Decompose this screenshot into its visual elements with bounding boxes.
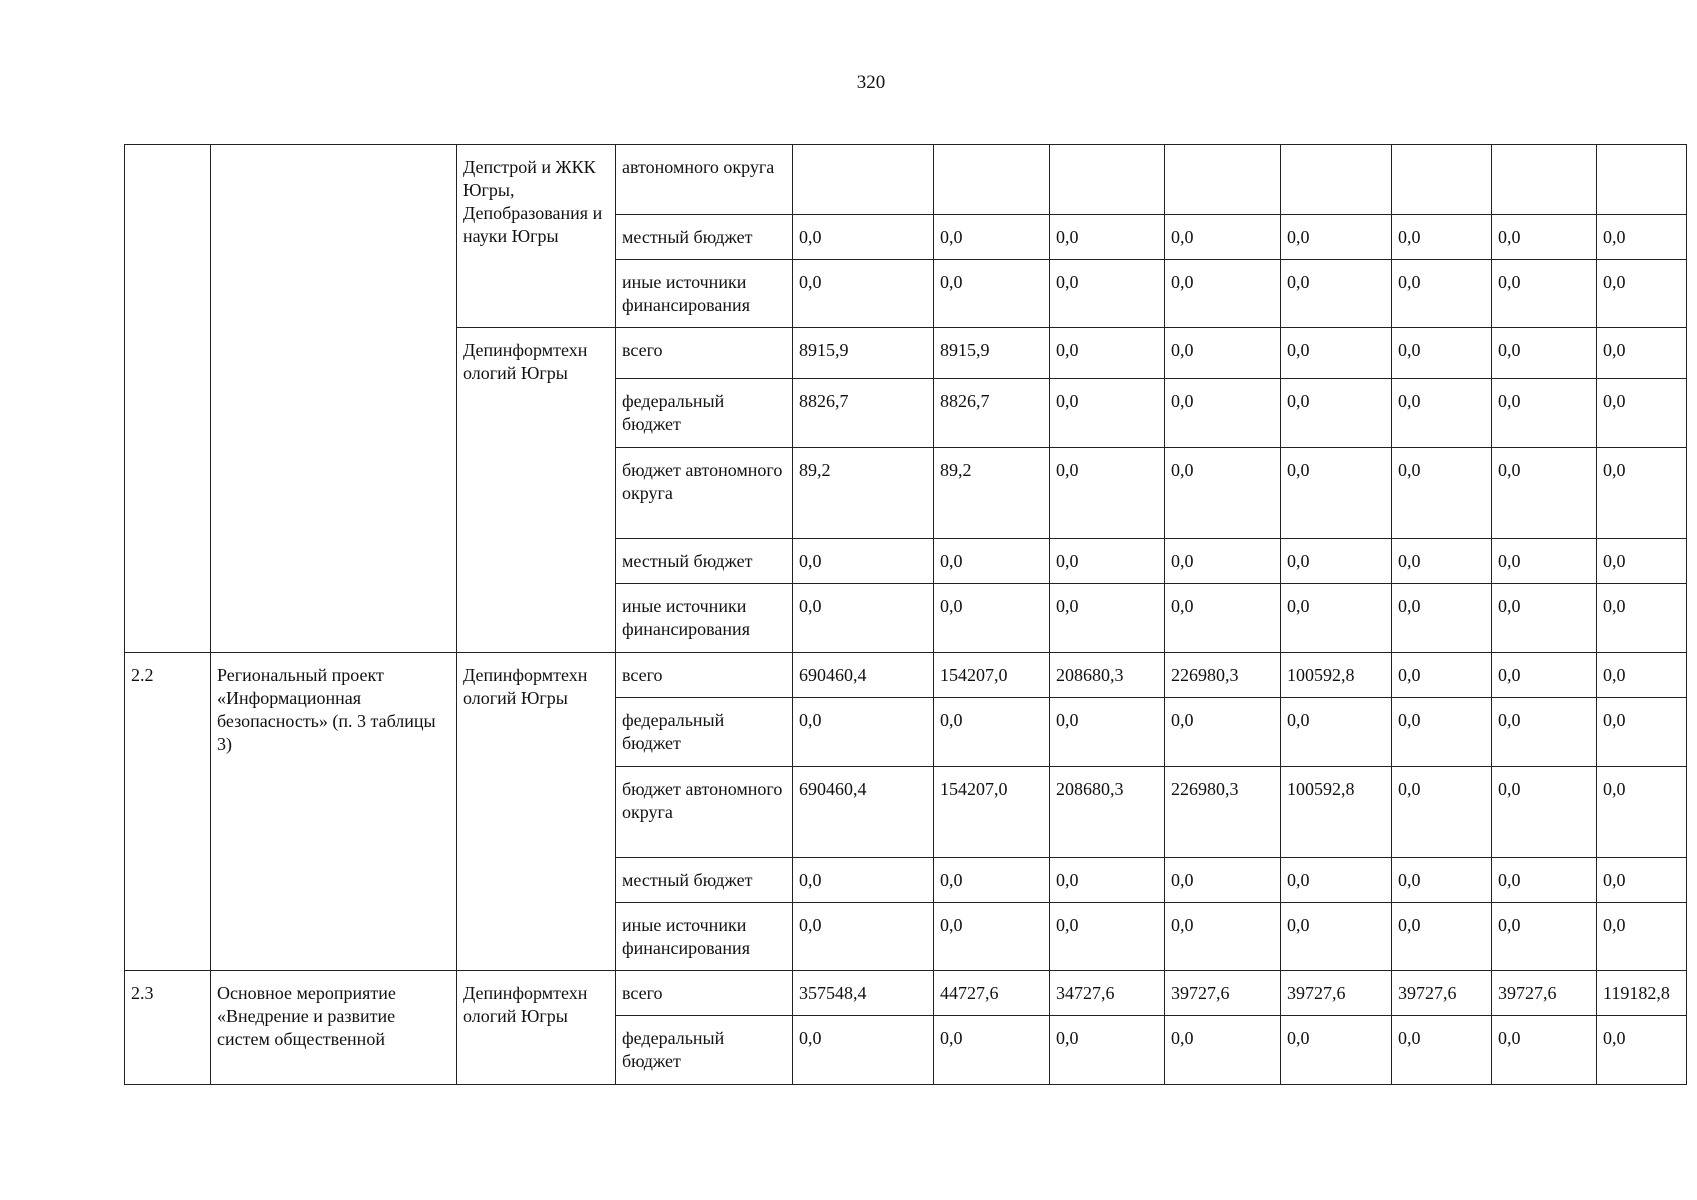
amount-cell: 0,0 xyxy=(1597,328,1687,379)
amount-cell: 0,0 xyxy=(1597,858,1687,903)
funding-source-cell: федеральный бюджет xyxy=(616,1016,793,1085)
amount-cell: 208680,3 xyxy=(1050,767,1165,858)
table-row xyxy=(125,145,1687,215)
executor-cell: Депинформтехн ологий Югры xyxy=(457,328,616,653)
amount-cell: 0,0 xyxy=(1165,448,1281,539)
amount-cell: 0,0 xyxy=(934,858,1050,903)
amount-cell: 690460,4 xyxy=(793,653,934,698)
amount-cell: 0,0 xyxy=(1597,379,1687,448)
amount-cell: 0,0 xyxy=(1165,1016,1281,1085)
amount-cell: 100592,8 xyxy=(1281,653,1392,698)
amount-cell: 0,0 xyxy=(1392,328,1492,379)
funding-source-cell: бюджет автономного округа xyxy=(616,767,793,858)
section-number: 2.2 xyxy=(125,653,211,971)
table-row xyxy=(125,971,1687,1016)
amount-cell xyxy=(793,145,934,215)
amount-cell: 0,0 xyxy=(1492,653,1597,698)
funding-source-cell: местный бюджет xyxy=(616,539,793,584)
amount-cell: 154207,0 xyxy=(934,767,1050,858)
funding-source-cell: иные источники финансирования xyxy=(616,903,793,971)
amount-cell: 226980,3 xyxy=(1165,653,1281,698)
amount-cell: 0,0 xyxy=(1165,858,1281,903)
funding-source-cell: федеральный бюджет xyxy=(616,698,793,767)
funding-source-cell: автономного округа xyxy=(616,145,793,215)
amount-cell: 0,0 xyxy=(1597,448,1687,539)
amount-cell: 0,0 xyxy=(793,215,934,260)
amount-cell: 0,0 xyxy=(1392,260,1492,328)
section-name xyxy=(211,145,457,653)
amount-cell: 0,0 xyxy=(1492,539,1597,584)
amount-cell: 0,0 xyxy=(1492,448,1597,539)
amount-cell: 0,0 xyxy=(1392,698,1492,767)
page-number: 320 xyxy=(856,72,886,93)
amount-cell: 0,0 xyxy=(934,903,1050,971)
amount-cell xyxy=(1050,145,1165,215)
amount-cell: 0,0 xyxy=(1281,260,1392,328)
amount-cell: 0,0 xyxy=(793,903,934,971)
amount-cell: 0,0 xyxy=(1392,539,1492,584)
funding-source-cell: всего xyxy=(616,971,793,1016)
amount-cell: 0,0 xyxy=(1165,260,1281,328)
amount-cell: 0,0 xyxy=(1597,1016,1687,1085)
amount-cell: 0,0 xyxy=(934,1016,1050,1085)
amount-cell: 0,0 xyxy=(1050,1016,1165,1085)
amount-cell: 39727,6 xyxy=(1492,971,1597,1016)
amount-cell: 0,0 xyxy=(793,698,934,767)
amount-cell: 0,0 xyxy=(1597,698,1687,767)
amount-cell: 690460,4 xyxy=(793,767,934,858)
amount-cell: 0,0 xyxy=(1165,698,1281,767)
amount-cell: 0,0 xyxy=(1492,584,1597,653)
amount-cell: 0,0 xyxy=(1392,903,1492,971)
amount-cell xyxy=(1165,145,1281,215)
amount-cell: 8826,7 xyxy=(934,379,1050,448)
amount-cell: 154207,0 xyxy=(934,653,1050,698)
amount-cell: 0,0 xyxy=(1597,584,1687,653)
amount-cell: 0,0 xyxy=(1281,379,1392,448)
amount-cell: 0,0 xyxy=(1597,767,1687,858)
funding-source-cell: местный бюджет xyxy=(616,858,793,903)
amount-cell: 8915,9 xyxy=(934,328,1050,379)
amount-cell: 0,0 xyxy=(793,539,934,584)
amount-cell xyxy=(1392,145,1492,215)
funding-source-cell: иные источники финансирования xyxy=(616,260,793,328)
amount-cell: 0,0 xyxy=(1050,698,1165,767)
amount-cell: 0,0 xyxy=(1597,539,1687,584)
amount-cell: 0,0 xyxy=(1281,215,1392,260)
amount-cell: 0,0 xyxy=(1281,698,1392,767)
amount-cell: 0,0 xyxy=(1492,328,1597,379)
executor-cell: Депинформтехн ологий Югры xyxy=(457,653,616,971)
amount-cell: 0,0 xyxy=(1492,379,1597,448)
funding-source-cell: местный бюджет xyxy=(616,215,793,260)
amount-cell: 0,0 xyxy=(1050,328,1165,379)
amount-cell: 0,0 xyxy=(1492,260,1597,328)
amount-cell: 0,0 xyxy=(1597,260,1687,328)
amount-cell: 0,0 xyxy=(1050,448,1165,539)
amount-cell: 0,0 xyxy=(1050,539,1165,584)
amount-cell: 0,0 xyxy=(1392,653,1492,698)
amount-cell: 0,0 xyxy=(1281,858,1392,903)
amount-cell: 34727,6 xyxy=(1050,971,1165,1016)
amount-cell: 0,0 xyxy=(1050,584,1165,653)
section-number xyxy=(125,145,211,653)
amount-cell: 100592,8 xyxy=(1281,767,1392,858)
amount-cell: 0,0 xyxy=(1050,379,1165,448)
amount-cell: 0,0 xyxy=(1165,215,1281,260)
amount-cell: 0,0 xyxy=(934,260,1050,328)
funding-source-cell: бюджет автономного округа xyxy=(616,448,793,539)
amount-cell: 0,0 xyxy=(1492,698,1597,767)
amount-cell: 119182,8 xyxy=(1597,971,1687,1016)
amount-cell: 89,2 xyxy=(793,448,934,539)
amount-cell: 0,0 xyxy=(793,858,934,903)
funding-source-cell: всего xyxy=(616,653,793,698)
amount-cell: 0,0 xyxy=(1281,584,1392,653)
amount-cell: 0,0 xyxy=(1165,903,1281,971)
amount-cell: 0,0 xyxy=(1597,653,1687,698)
table-row xyxy=(125,653,1687,698)
amount-cell: 0,0 xyxy=(1050,260,1165,328)
amount-cell: 0,0 xyxy=(1281,328,1392,379)
amount-cell: 0,0 xyxy=(934,584,1050,653)
amount-cell xyxy=(1281,145,1392,215)
amount-cell: 8915,9 xyxy=(793,328,934,379)
amount-cell: 0,0 xyxy=(1492,858,1597,903)
amount-cell: 0,0 xyxy=(1392,1016,1492,1085)
amount-cell: 0,0 xyxy=(1597,903,1687,971)
section-name: Основное мероприятие «Внедрение и развитие систем общественной xyxy=(211,971,457,1085)
executor-cell: Депинформтехн ологий Югры xyxy=(457,971,616,1085)
amount-cell: 0,0 xyxy=(1597,215,1687,260)
amount-cell: 0,0 xyxy=(793,584,934,653)
section-name: Региональный проект «Информационная безопасность» (п. 3 таблицы 3) xyxy=(211,653,457,971)
executor-cell: Депстрой и ЖКК Югры, Депобразования и науки Югры xyxy=(457,145,616,328)
amount-cell: 0,0 xyxy=(934,698,1050,767)
amount-cell: 0,0 xyxy=(1165,328,1281,379)
funding-table xyxy=(124,144,1687,1085)
amount-cell: 0,0 xyxy=(793,1016,934,1085)
section-number: 2.3 xyxy=(125,971,211,1085)
amount-cell: 0,0 xyxy=(1281,903,1392,971)
funding-source-cell: иные источники финансирования xyxy=(616,584,793,653)
amount-cell: 39727,6 xyxy=(1165,971,1281,1016)
amount-cell: 0,0 xyxy=(1050,215,1165,260)
amount-cell: 0,0 xyxy=(1392,448,1492,539)
amount-cell xyxy=(1492,145,1597,215)
amount-cell: 0,0 xyxy=(934,539,1050,584)
amount-cell: 0,0 xyxy=(1492,215,1597,260)
amount-cell: 0,0 xyxy=(1165,379,1281,448)
amount-cell: 208680,3 xyxy=(1050,653,1165,698)
amount-cell: 0,0 xyxy=(934,215,1050,260)
amount-cell: 0,0 xyxy=(1281,539,1392,584)
amount-cell: 0,0 xyxy=(1392,858,1492,903)
amount-cell xyxy=(934,145,1050,215)
amount-cell: 0,0 xyxy=(1165,539,1281,584)
amount-cell: 0,0 xyxy=(1392,215,1492,260)
amount-cell: 89,2 xyxy=(934,448,1050,539)
amount-cell: 0,0 xyxy=(1492,767,1597,858)
amount-cell: 0,0 xyxy=(1392,584,1492,653)
amount-cell: 0,0 xyxy=(793,260,934,328)
amount-cell: 226980,3 xyxy=(1165,767,1281,858)
amount-cell: 39727,6 xyxy=(1281,971,1392,1016)
amount-cell: 0,0 xyxy=(1492,1016,1597,1085)
amount-cell: 0,0 xyxy=(1281,448,1392,539)
amount-cell: 8826,7 xyxy=(793,379,934,448)
funding-source-cell: всего xyxy=(616,328,793,379)
amount-cell: 39727,6 xyxy=(1392,971,1492,1016)
amount-cell: 0,0 xyxy=(1492,903,1597,971)
amount-cell: 357548,4 xyxy=(793,971,934,1016)
amount-cell: 0,0 xyxy=(1392,767,1492,858)
amount-cell: 0,0 xyxy=(1281,1016,1392,1085)
amount-cell: 0,0 xyxy=(1392,379,1492,448)
funding-source-cell: федеральный бюджет xyxy=(616,379,793,448)
amount-cell: 0,0 xyxy=(1050,903,1165,971)
amount-cell xyxy=(1597,145,1687,215)
amount-cell: 0,0 xyxy=(1165,584,1281,653)
amount-cell: 0,0 xyxy=(1050,858,1165,903)
amount-cell: 44727,6 xyxy=(934,971,1050,1016)
